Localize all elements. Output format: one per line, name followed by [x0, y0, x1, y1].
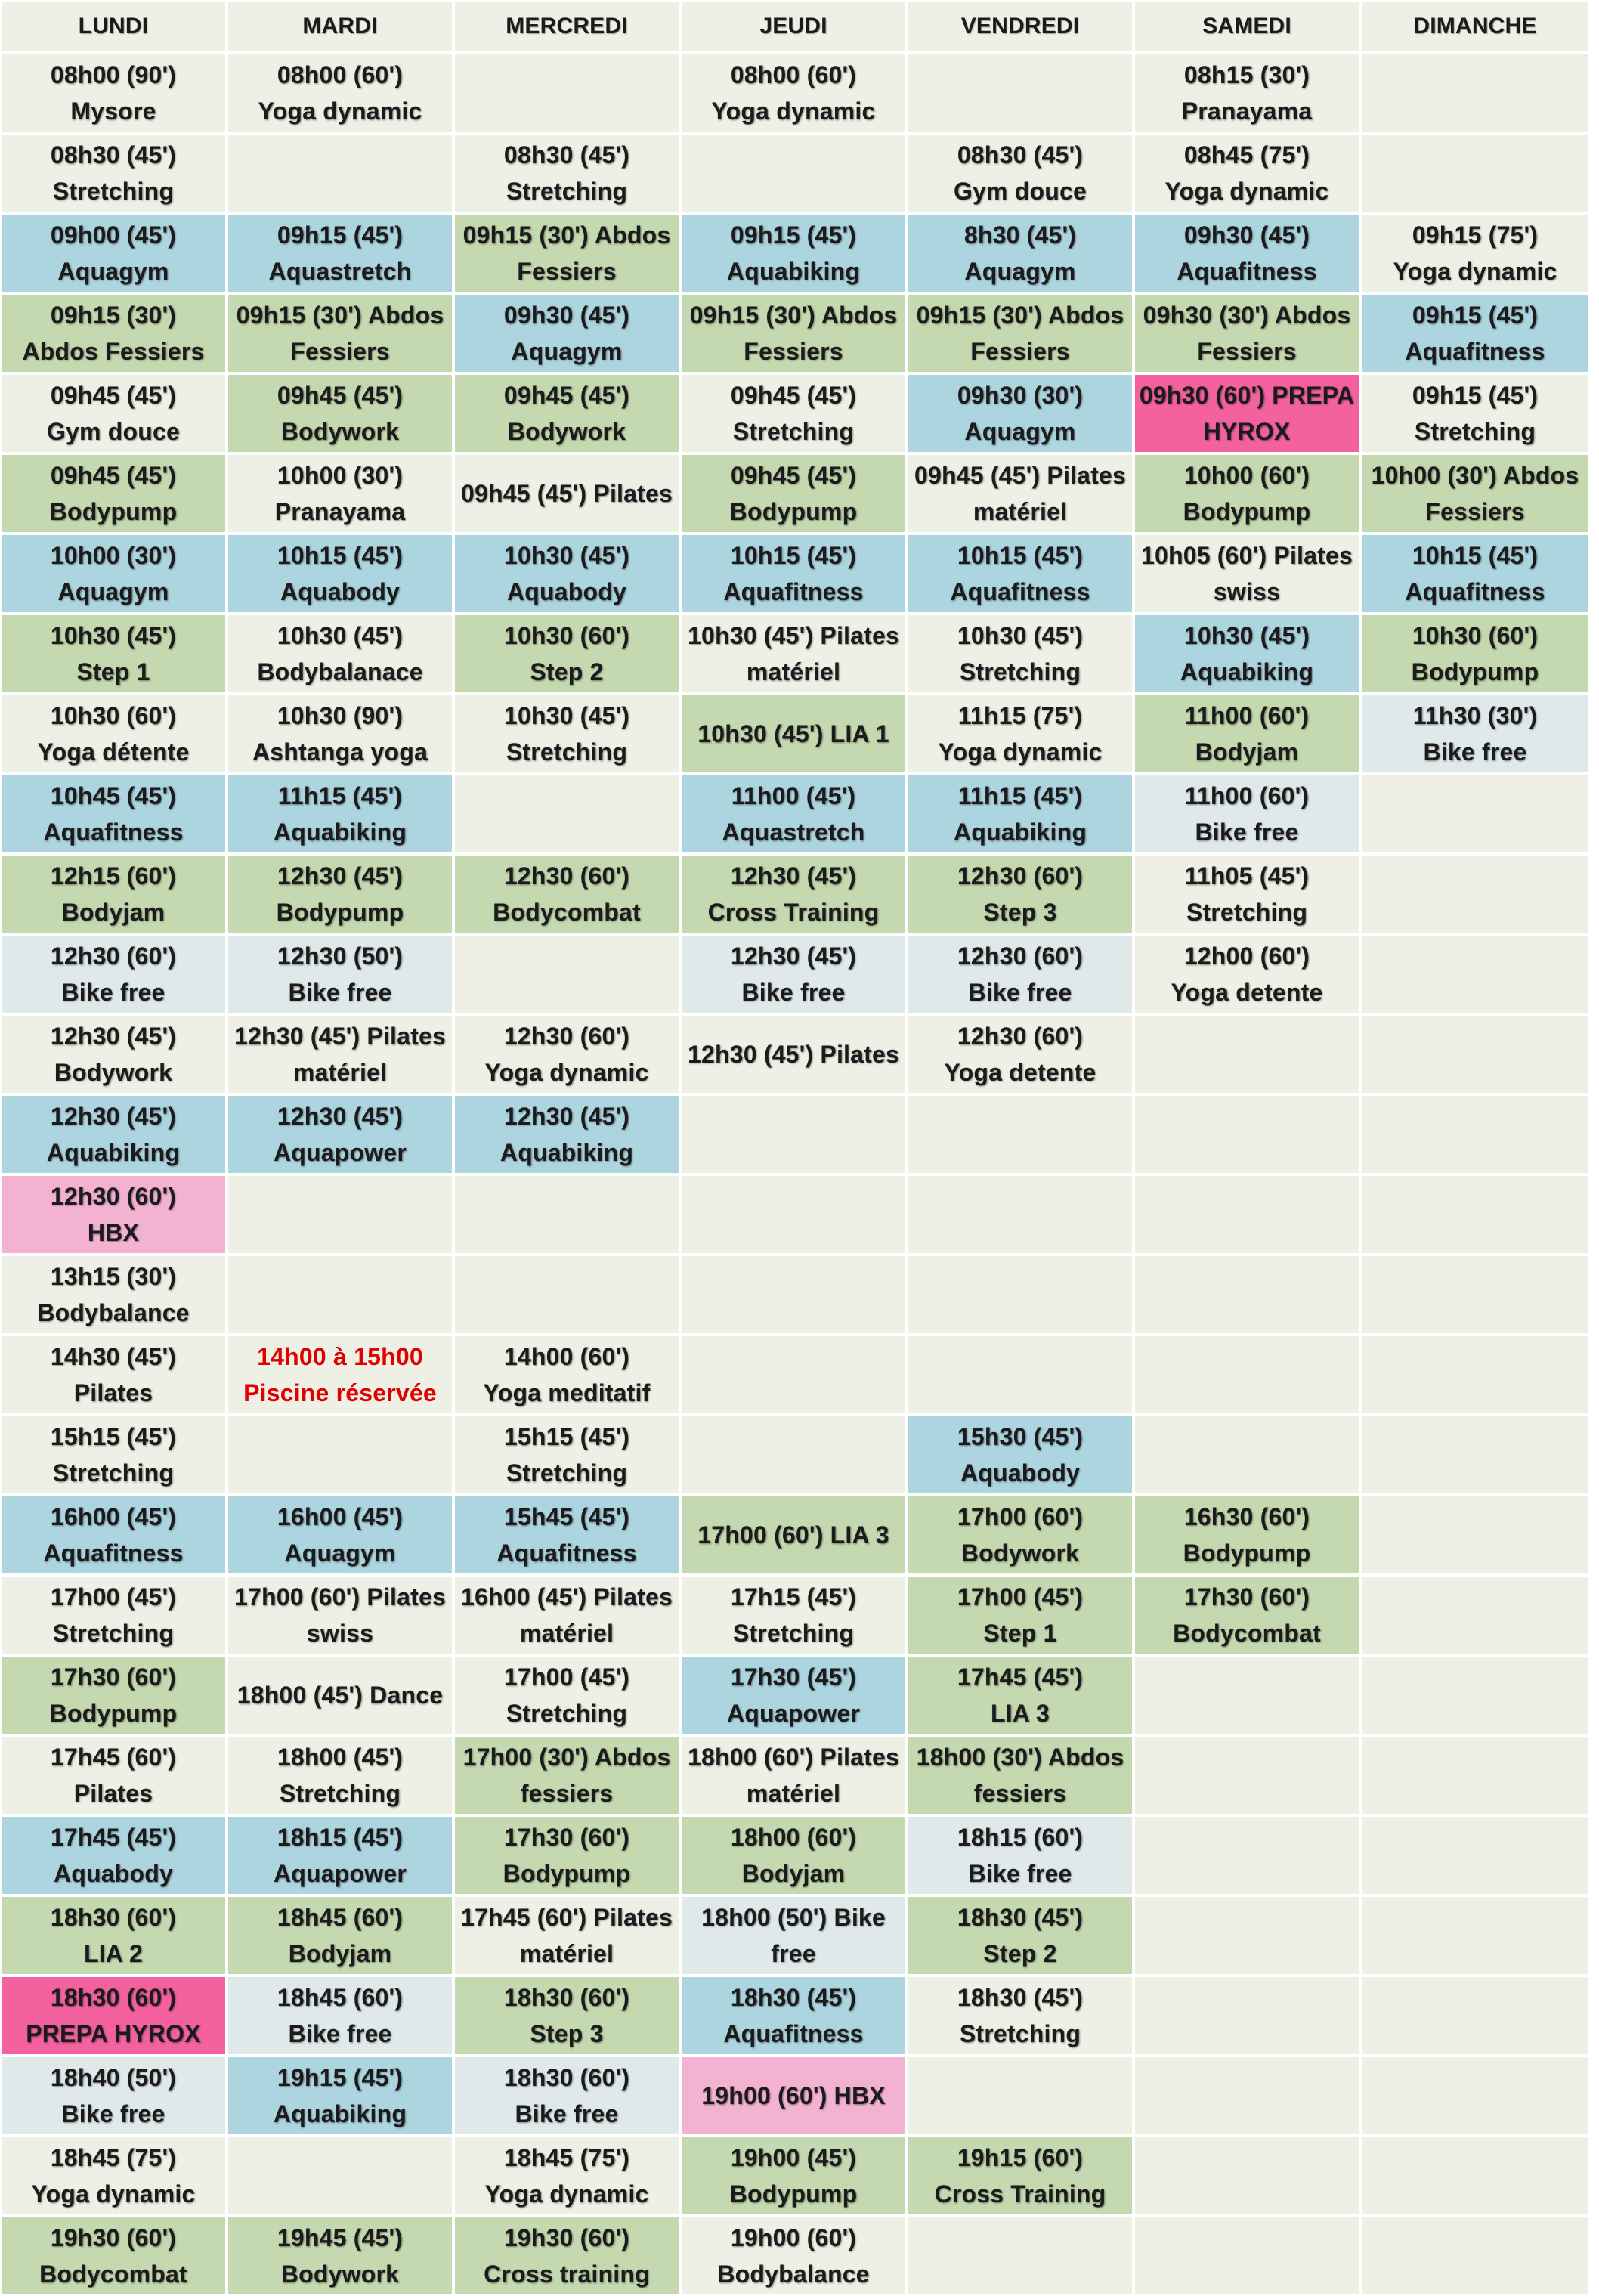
empty-slot [1360, 1495, 1590, 1575]
class-slot: 19h00 (45') Bodypump [680, 2136, 907, 2216]
class-slot: 11h00 (60') Bodyjam [1134, 694, 1360, 774]
class-slot: 12h30 (45') Aquapower [227, 1094, 453, 1174]
empty-slot [227, 1255, 453, 1335]
day-header-dimanche: DIMANCHE [1360, 0, 1590, 53]
empty-slot [1134, 2056, 1360, 2136]
class-slot: 19h45 (45') Bodywork [227, 2216, 453, 2296]
class-slot: 12h30 (60') Bodycombat [453, 854, 680, 934]
class-slot: 11h15 (45') Aquabiking [907, 774, 1134, 854]
class-slot: 18h30 (60') LIA 2 [0, 1895, 227, 1976]
class-slot: 09h15 (45') Aquafitness [1360, 293, 1590, 373]
empty-slot [907, 53, 1134, 133]
class-slot: 09h15 (45') Aquabiking [680, 213, 907, 293]
empty-slot [1360, 1575, 1590, 1655]
class-slot: 11h00 (60') Bike free [1134, 774, 1360, 854]
class-slot: 18h00 (30') Abdos fessiers [907, 1735, 1134, 1815]
class-slot: 18h40 (50') Bike free [0, 2056, 227, 2136]
empty-slot [1134, 1255, 1360, 1335]
day-header-mercredi: MERCREDI [453, 0, 680, 53]
class-slot: 17h00 (60') LIA 3 [680, 1495, 907, 1575]
class-slot: 16h00 (45') Aquagym [227, 1495, 453, 1575]
class-slot: 18h30 (60') Step 3 [453, 1976, 680, 2056]
class-slot: 10h30 (60') Step 2 [453, 614, 680, 694]
class-slot: 15h15 (45') Stretching [453, 1415, 680, 1495]
class-slot: 17h45 (45') LIA 3 [907, 1655, 1134, 1735]
day-header-vendredi: VENDREDI [907, 0, 1134, 53]
class-slot: 12h30 (45') Bodypump [227, 854, 453, 934]
empty-slot [1360, 2136, 1590, 2216]
class-slot: 12h30 (45') Bike free [680, 934, 907, 1014]
class-slot: 10h30 (60') Bodypump [1360, 614, 1590, 694]
class-slot: 12h30 (45') Aquabiking [0, 1094, 227, 1174]
empty-slot [1134, 1976, 1360, 2056]
class-slot: 18h45 (60') Bike free [227, 1976, 453, 2056]
class-slot: 09h45 (45') Pilates [453, 453, 680, 534]
empty-slot [1360, 1014, 1590, 1094]
class-slot: 14h00 à 15h00 Piscine réservée [227, 1335, 453, 1415]
class-slot: 18h30 (60') PREPA HYROX [0, 1976, 227, 2056]
empty-slot [1134, 1415, 1360, 1495]
empty-slot [453, 1174, 680, 1255]
class-slot: 18h00 (60') Pilates matériel [680, 1735, 907, 1815]
class-slot: 08h00 (60') Yoga dynamic [227, 53, 453, 133]
class-slot: 09h30 (60') PREPA HYROX [1134, 373, 1360, 453]
empty-slot [1360, 1815, 1590, 1895]
class-slot: 08h45 (75') Yoga dynamic [1134, 133, 1360, 213]
class-slot: 09h15 (45') Stretching [1360, 373, 1590, 453]
day-header-lundi: LUNDI [0, 0, 227, 53]
class-slot: 10h00 (30') Aquagym [0, 534, 227, 614]
class-slot: 09h15 (30') Abdos Fessiers [907, 293, 1134, 373]
class-slot: 10h05 (60') Pilates swiss [1134, 534, 1360, 614]
empty-slot [1134, 1895, 1360, 1976]
empty-slot [227, 1174, 453, 1255]
class-slot: 17h00 (30') Abdos fessiers [453, 1735, 680, 1815]
class-slot: 18h15 (45') Aquapower [227, 1815, 453, 1895]
empty-slot [1134, 1174, 1360, 1255]
class-slot: 10h00 (30') Abdos Fessiers [1360, 453, 1590, 534]
class-slot: 17h45 (60') Pilates matériel [453, 1895, 680, 1976]
class-slot: 14h00 (60') Yoga meditatif [453, 1335, 680, 1415]
empty-slot [680, 133, 907, 213]
class-slot: 18h00 (45') Dance [227, 1655, 453, 1735]
empty-slot [680, 1174, 907, 1255]
empty-slot [680, 1335, 907, 1415]
class-slot: 15h15 (45') Stretching [0, 1415, 227, 1495]
empty-slot [227, 1415, 453, 1495]
class-slot: 09h45 (45') Bodypump [0, 453, 227, 534]
empty-slot [1360, 934, 1590, 1014]
day-header-samedi: SAMEDI [1134, 0, 1360, 53]
class-slot: 09h15 (30') Abdos Fessiers [0, 293, 227, 373]
class-slot: 09h15 (30') Abdos Fessiers [680, 293, 907, 373]
class-slot: 12h30 (45') Pilates [680, 1014, 907, 1094]
empty-slot [1134, 1094, 1360, 1174]
class-slot: 11h15 (75') Yoga dynamic [907, 694, 1134, 774]
class-slot: 17h30 (60') Bodycombat [1134, 1575, 1360, 1655]
class-slot: 17h00 (45') Stretching [453, 1655, 680, 1735]
class-slot: 11h00 (45') Aquastretch [680, 774, 907, 854]
class-slot: 09h15 (30') Abdos Fessiers [453, 213, 680, 293]
class-slot: 18h45 (75') Yoga dynamic [453, 2136, 680, 2216]
empty-slot [1360, 1335, 1590, 1415]
class-slot: 11h30 (30') Bike free [1360, 694, 1590, 774]
empty-slot [1360, 1415, 1590, 1495]
class-slot: 10h15 (45') Aquabody [227, 534, 453, 614]
class-slot: 10h30 (45') Aquabiking [1134, 614, 1360, 694]
empty-slot [1360, 1735, 1590, 1815]
class-slot: 17h00 (45') Step 1 [907, 1575, 1134, 1655]
class-slot: 10h30 (45') Bodybalanace [227, 614, 453, 694]
class-slot: 8h30 (45') Aquagym [907, 213, 1134, 293]
empty-slot [1360, 2056, 1590, 2136]
empty-slot [907, 2216, 1134, 2296]
class-slot: 12h30 (60') HBX [0, 1174, 227, 1255]
class-slot: 10h30 (45') Step 1 [0, 614, 227, 694]
class-slot: 10h30 (45') Pilates matériel [680, 614, 907, 694]
class-slot: 18h30 (60') Bike free [453, 2056, 680, 2136]
class-slot: 09h30 (30') Aquagym [907, 373, 1134, 453]
empty-slot [453, 1255, 680, 1335]
empty-slot [1134, 1735, 1360, 1815]
day-header-jeudi: JEUDI [680, 0, 907, 53]
class-slot: 18h00 (50') Bike free [680, 1895, 907, 1976]
class-slot: 12h30 (60') Step 3 [907, 854, 1134, 934]
day-header-mardi: MARDI [227, 0, 453, 53]
class-slot: 12h15 (60') Bodyjam [0, 854, 227, 934]
class-slot: 09h00 (45') Aquagym [0, 213, 227, 293]
class-slot: 17h15 (45') Stretching [680, 1575, 907, 1655]
empty-slot [1360, 1976, 1590, 2056]
class-slot: 09h45 (45') Stretching [680, 373, 907, 453]
class-slot: 10h30 (60') Yoga détente [0, 694, 227, 774]
class-slot: 09h30 (45') Aquafitness [1134, 213, 1360, 293]
class-slot: 08h30 (45') Gym douce [907, 133, 1134, 213]
class-slot: 12h30 (60') Bike free [907, 934, 1134, 1014]
class-slot: 09h45 (45') Bodywork [453, 373, 680, 453]
empty-slot [1134, 2136, 1360, 2216]
class-slot: 09h45 (45') Bodypump [680, 453, 907, 534]
class-slot: 19h15 (60') Cross Training [907, 2136, 1134, 2216]
class-slot: 17h30 (60') Bodypump [453, 1815, 680, 1895]
class-slot: 10h15 (45') Aquafitness [680, 534, 907, 614]
class-slot: 19h15 (45') Aquabiking [227, 2056, 453, 2136]
empty-slot [1360, 2216, 1590, 2296]
empty-slot [1360, 53, 1590, 133]
class-slot: 17h30 (60') Bodypump [0, 1655, 227, 1735]
empty-slot [1360, 854, 1590, 934]
class-slot: 09h45 (45') Pilates matériel [907, 453, 1134, 534]
empty-slot [1134, 1655, 1360, 1735]
empty-slot [227, 133, 453, 213]
class-slot: 18h45 (60') Bodyjam [227, 1895, 453, 1976]
empty-slot [1360, 1174, 1590, 1255]
class-slot: 09h15 (45') Aquastretch [227, 213, 453, 293]
class-slot: 17h45 (60') Pilates [0, 1735, 227, 1815]
class-slot: 08h30 (45') Stretching [0, 133, 227, 213]
class-slot: 10h00 (60') Bodypump [1134, 453, 1360, 534]
empty-slot [1360, 774, 1590, 854]
class-slot: 18h30 (45') Stretching [907, 1976, 1134, 2056]
class-slot: 12h30 (60') Yoga dynamic [453, 1014, 680, 1094]
class-slot: 10h30 (90') Ashtanga yoga [227, 694, 453, 774]
class-slot: 10h30 (45') LIA 1 [680, 694, 907, 774]
empty-slot [907, 1255, 1134, 1335]
empty-slot [907, 1174, 1134, 1255]
class-slot: 10h30 (45') Stretching [907, 614, 1134, 694]
empty-slot [680, 1094, 907, 1174]
class-slot: 10h15 (45') Aquafitness [1360, 534, 1590, 614]
class-slot: 12h30 (45') Aquabiking [453, 1094, 680, 1174]
empty-slot [453, 934, 680, 1014]
empty-slot [453, 774, 680, 854]
class-slot: 10h30 (45') Aquabody [453, 534, 680, 614]
empty-slot [453, 53, 680, 133]
class-slot: 09h15 (75') Yoga dynamic [1360, 213, 1590, 293]
class-slot: 08h00 (60') Yoga dynamic [680, 53, 907, 133]
class-slot: 18h30 (45') Aquafitness [680, 1976, 907, 2056]
class-slot: 18h00 (60') Bodyjam [680, 1815, 907, 1895]
class-slot: 10h00 (30') Pranayama [227, 453, 453, 534]
empty-slot [1360, 1255, 1590, 1335]
class-slot: 11h15 (45') Aquabiking [227, 774, 453, 854]
class-slot: 08h15 (30') Pranayama [1134, 53, 1360, 133]
class-slot: 16h30 (60') Bodypump [1134, 1495, 1360, 1575]
empty-slot [1360, 133, 1590, 213]
class-slot: 12h30 (45') Pilates matériel [227, 1014, 453, 1094]
class-slot: 18h45 (75') Yoga dynamic [0, 2136, 227, 2216]
empty-slot [1360, 1094, 1590, 1174]
class-slot: 12h30 (60') Yoga detente [907, 1014, 1134, 1094]
class-slot: 09h15 (30') Abdos Fessiers [227, 293, 453, 373]
empty-slot [1134, 2216, 1360, 2296]
class-slot: 19h30 (60') Cross training [453, 2216, 680, 2296]
empty-slot [1360, 1655, 1590, 1735]
class-slot: 15h30 (45') Aquabody [907, 1415, 1134, 1495]
empty-slot [1134, 1014, 1360, 1094]
empty-slot [680, 1415, 907, 1495]
class-slot: 16h00 (45') Aquafitness [0, 1495, 227, 1575]
class-slot: 19h00 (60') HBX [680, 2056, 907, 2136]
class-slot: 19h00 (60') Bodybalance [680, 2216, 907, 2296]
class-slot: 19h30 (60') Bodycombat [0, 2216, 227, 2296]
class-slot: 08h30 (45') Stretching [453, 133, 680, 213]
empty-slot [1134, 1335, 1360, 1415]
class-slot: 09h30 (30') Abdos Fessiers [1134, 293, 1360, 373]
class-slot: 17h45 (45') Aquabody [0, 1815, 227, 1895]
class-slot: 15h45 (45') Aquafitness [453, 1495, 680, 1575]
class-slot: 12h30 (45') Cross Training [680, 854, 907, 934]
empty-slot [1360, 1895, 1590, 1976]
class-slot: 17h00 (60') Pilates swiss [227, 1575, 453, 1655]
class-slot: 09h45 (45') Bodywork [227, 373, 453, 453]
class-slot: 12h00 (60') Yoga detente [1134, 934, 1360, 1014]
class-slot: 16h00 (45') Pilates matériel [453, 1575, 680, 1655]
empty-slot [907, 1094, 1134, 1174]
class-slot: 17h30 (45') Aquapower [680, 1655, 907, 1735]
empty-slot [227, 2136, 453, 2216]
class-slot: 12h30 (50') Bike free [227, 934, 453, 1014]
empty-slot [907, 1335, 1134, 1415]
class-slot: 10h15 (45') Aquafitness [907, 534, 1134, 614]
class-slot: 18h00 (45') Stretching [227, 1735, 453, 1815]
class-slot: 13h15 (30') Bodybalance [0, 1255, 227, 1335]
class-slot: 17h00 (45') Stretching [0, 1575, 227, 1655]
empty-slot [680, 1255, 907, 1335]
class-slot: 08h00 (90') Mysore [0, 53, 227, 133]
class-slot: 09h30 (45') Aquagym [453, 293, 680, 373]
class-slot: 12h30 (45') Bodywork [0, 1014, 227, 1094]
class-slot: 14h30 (45') Pilates [0, 1335, 227, 1415]
empty-slot [907, 2056, 1134, 2136]
class-slot: 11h05 (45') Stretching [1134, 854, 1360, 934]
empty-slot [1134, 1815, 1360, 1895]
class-slot: 17h00 (60') Bodywork [907, 1495, 1134, 1575]
class-slot: 09h45 (45') Gym douce [0, 373, 227, 453]
class-slot: 18h15 (60') Bike free [907, 1815, 1134, 1895]
class-slot: 18h30 (45') Step 2 [907, 1895, 1134, 1976]
class-slot: 10h30 (45') Stretching [453, 694, 680, 774]
class-slot: 10h45 (45') Aquafitness [0, 774, 227, 854]
class-slot: 12h30 (60') Bike free [0, 934, 227, 1014]
